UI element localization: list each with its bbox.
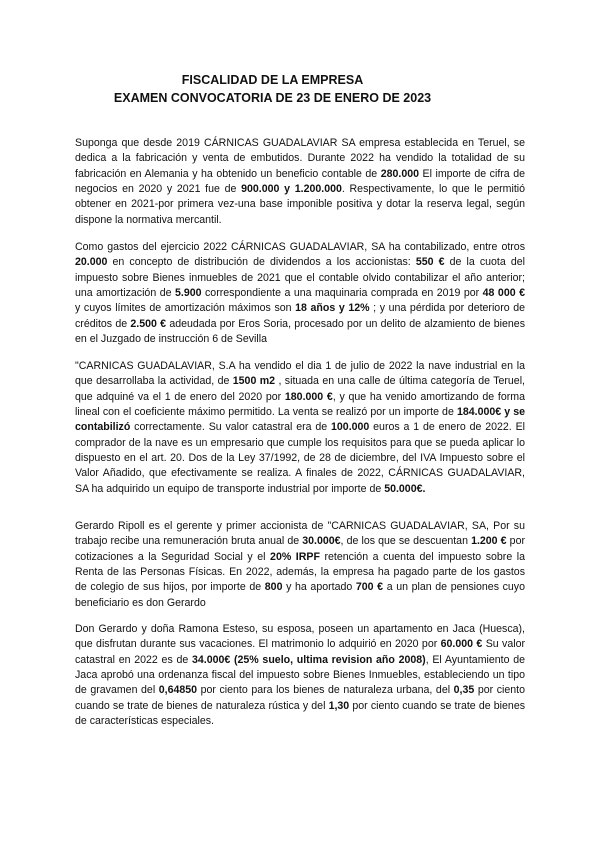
- text-run: de la cuota del impuesto sobre Bienes inmuebles de 2021 que el contable olvido contabilizar el año anterior; una amortización de: [75, 256, 526, 300]
- text-run: "CARNICAS GUADALAVIAR, S.A ha vendido el dia 1 de julio de 2022 la nave industrial en la que desarrollaba la actividad, de: [75, 360, 525, 388]
- text-run: Su valor catastral en 2022 es de: [75, 638, 525, 666]
- text-run: correctamente. Su valor catastral era de: [130, 421, 332, 434]
- bold-figure: 30.000€: [302, 535, 341, 548]
- text-run: correspondiente a una maquinaria comprada en 2019 por: [201, 287, 483, 300]
- bold-figure: 280.000: [380, 167, 419, 180]
- text-run: , y que ha venido amortizando de forma lineal con el coeficiente máximo permitido. La venta se realizó por un importe de: [75, 390, 525, 419]
- bold-figure: 60.000 €: [440, 638, 483, 651]
- paragraph-expenses: [75, 240, 525, 347]
- bold-figure: 100.000: [331, 421, 370, 434]
- bold-figure: 2.500 €: [130, 317, 167, 330]
- text-run: Don Gerardo y doña Ramona Esteso, su esposa, poseen un apartamento en Jaca (Huesca), que disfrutan durante sus vacaciones. El matrimonio lo adquirió en 2020 por: [75, 623, 525, 651]
- bold-figure: 34.000€ (25% suelo, ultima revision año 2008): [191, 653, 426, 666]
- bold-figure: 700 €: [355, 581, 384, 594]
- text-run: por ciento para los bienes de naturaleza urbana, del: [197, 684, 454, 697]
- text-run: , El Ayuntamiento de Jaca aprobó una ordenanza fiscal del impuesto sobre Bienes Inmuebles, estableciendo un tipo de gravamen del: [75, 653, 525, 697]
- bold-figure: 18 años y 12%: [295, 302, 370, 315]
- bold-figure: 180.000 €: [284, 390, 333, 403]
- text-run: , de los que se descuentan: [340, 535, 472, 548]
- text-run: por ciento cuando se trate de bienes de naturaleza rústica y del: [75, 684, 525, 712]
- paragraph-warehouse-sale: [75, 359, 525, 497]
- bold-figure: 800: [264, 581, 283, 594]
- text-run: y ha aportado: [282, 581, 356, 594]
- bold-figure: 0,35: [453, 684, 475, 697]
- text-run: y cuyos límites de amortización máximos son: [75, 302, 296, 315]
- paragraph-apartment: [75, 622, 525, 729]
- text-run: en concepto de distribución de dividendos a los accionistas:: [107, 256, 416, 269]
- text-run: . Respectivamente, lo que le permitió obtener en 2021-por primera vez-una base imponible positiva y dotar la reserva legal, según dispone la normativa mercantil.: [75, 183, 526, 226]
- bold-figure: 5.900: [175, 287, 202, 300]
- bold-figure: 900.000 y 1.200.000: [241, 183, 342, 196]
- document-subtitle: EXAMEN CONVOCATORIA DE 23 DE ENERO DE 2023: [113, 91, 432, 105]
- document-title: FISCALIDAD DE LA EMPRESA: [181, 73, 364, 87]
- paragraph-manager-remuneration: [75, 519, 525, 611]
- bold-figure: 1.200 €: [471, 535, 507, 548]
- bold-figure: 0,64850: [158, 684, 198, 697]
- text-run: por ciento cuando se trate de bienes de características especiales.: [75, 699, 526, 728]
- text-run: El importe de cifra de negocios en 2020 y 2021 fue de: [75, 167, 525, 196]
- bold-figure: 1500 m2: [232, 375, 276, 388]
- paragraph-company-intro: [75, 136, 525, 228]
- text-run: Como gastos del ejercicio 2022 CÁRNICAS GUADALAVIAR, SA ha contabilizado, entre otros: [75, 241, 525, 253]
- bold-figure: 550 €: [415, 256, 445, 269]
- text-run: adeudada por Eros Soria, procesado por un delito de alzamiento de bienes en el Juzgado de instrucción 6 de Sevilla: [75, 317, 525, 346]
- text-run: Suponga que desde 2019 CÁRNICAS GUADALAVIAR SA empresa establecida en Teruel, se dedica a la fabricación y venta de embutidos. Durante 2022 ha vendido la totalidad de su fabricación en Alemania y ha obtenido un beneficio contable de: [75, 137, 525, 180]
- text-run: , situada en una calle de última categoría de Teruel, que adquiné va el 1 de enero del 2020 por: [75, 375, 525, 403]
- text-run: euros a 1 de enero de 2022. El comprador de la nave es un empresario que cumple los requisitos para que se pueda aplicar lo dispuesto en el art. 20. Dos de la Ley 37/1992, de 28 de diciembre, del IVA Impuesto sobre el Valor Añadido, que efectivamente se realiza. A finales de 2022, CÁRNICAS GUADALAVIAR, SA ha adquirido un equipo de transporte industrial por importe de: [75, 421, 526, 495]
- text-run: a un plan de pensiones cuyo beneficiario es don Gerardo: [75, 581, 525, 609]
- text-run: por cotizaciones a la Seguridad Social y el: [75, 535, 525, 563]
- text-run: retención a cuenta del impuesto sobre la Renta de las Personas Físicas. En 2022, además, la empresa ha pagado parte de los gastos de colegio de sus hijos, por importe de: [75, 550, 526, 594]
- bold-figure: 20.000: [75, 256, 108, 269]
- bold-figure: 50.000€.: [384, 482, 426, 495]
- text-run: ; y una pérdida por deterioro de créditos de: [75, 302, 526, 330]
- bold-figure: 20% IRPF: [270, 550, 320, 563]
- bold-figure: 1,30: [328, 699, 350, 712]
- bold-figure: 184.000€ y se contabilizó: [75, 406, 526, 434]
- bold-figure: 48 000 €: [482, 287, 525, 300]
- text-run: Gerardo Ripoll es el gerente y primer accionista de "CARNICAS GUADALAVIAR, SA, Por su trabajo recibe una remuneración bruta anual de: [75, 520, 525, 548]
